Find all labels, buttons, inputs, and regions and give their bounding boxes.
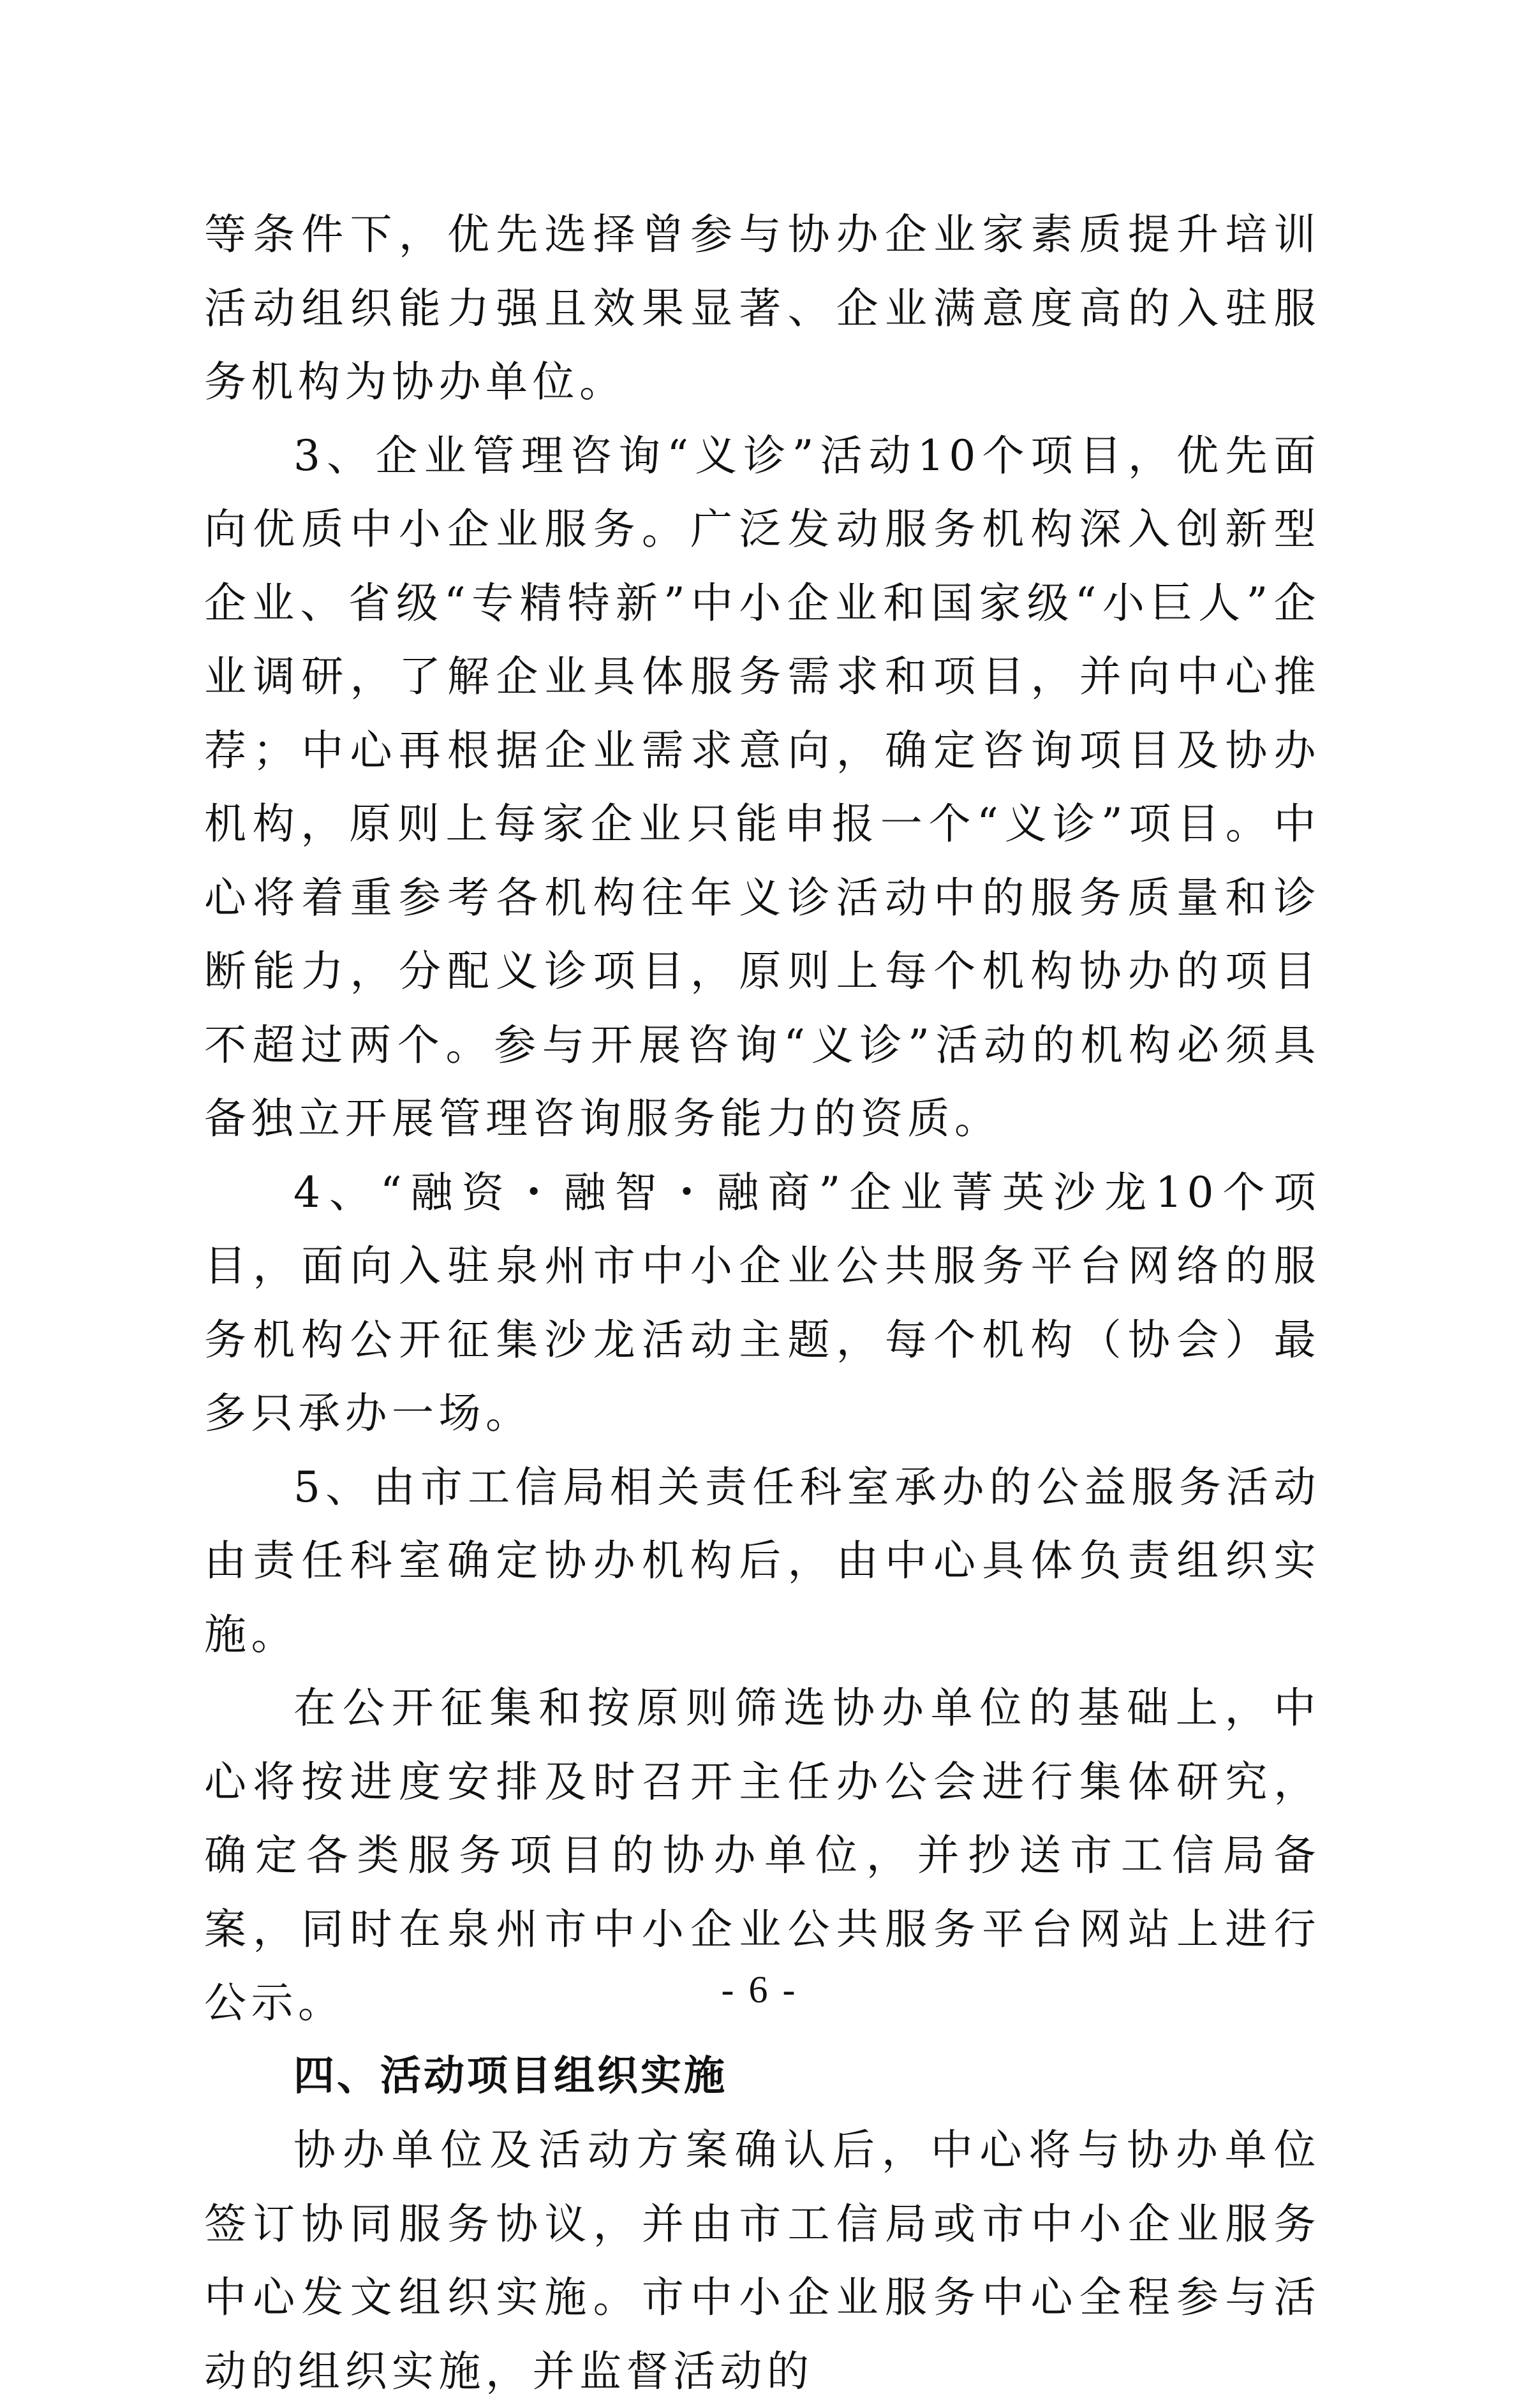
paragraph-selection: 在公开征集和按原则筛选协办单位的基础上，中心将按进度安排及时召开主任办公会进行集体研究，确定各类服务项目的协办单位，并抄送市工信局备案，同时在泉州市中小企业公共服务平台网站上进行公示。 (204, 1683, 1321, 2027)
paragraph-continuation: 等条件下，优先选择曾参与协办企业家素质提升培训活动组织能力强且效果显著、企业满意度高的入驻服务机构为协办单位。 (204, 210, 1321, 406)
page-number: - 6 - (721, 1969, 798, 2011)
paragraph-item-4: 4、“融资・融智・融商”企业菁英沙龙10个项目，面向入驻泉州市中小企业公共服务平台网络的服务机构公开征集沙龙活动主题，每个机构（协会）最多只承办一场。 (204, 1167, 1321, 1438)
document-body (204, 198, 1321, 2408)
section-heading: 四、活动项目组织实施 (293, 2052, 727, 2100)
paragraph-item-3: 3、企业管理咨询“义诊”活动10个项目，优先面向优质中小企业服务。广泛发动服务机构深入创新型企业、省级“专精特新”中小企业和国家级“小巨人”企业调研，了解企业具体服务需求和项目，并向中心推荐；中心再根据企业需求意向，确定咨询项目及协办机构，原则上每家企业只能申报一个“义诊”项目。中心将着重参考各机构往年义诊活动中的服务质量和诊断能力，分配义诊项目，原则上每个机构协办的项目不超过两个。参与开展咨询“义诊”活动的机构必须具备独立开展管理咨询服务能力的资质。 (204, 431, 1321, 1143)
paragraph-section4-body: 协办单位及活动方案确认后，中心将与协办单位签订协同服务协议，并由市工信局或市中小企业服务中心发文组织实施。市中小企业服务中心全程参与活动的组织实施，并监督活动的 (204, 2125, 1321, 2396)
paragraph-item-5: 5、由市工信局相关责任科室承办的公益服务活动由责任科室确定协办机构后，由中心具体负责组织实施。 (204, 1462, 1321, 1659)
